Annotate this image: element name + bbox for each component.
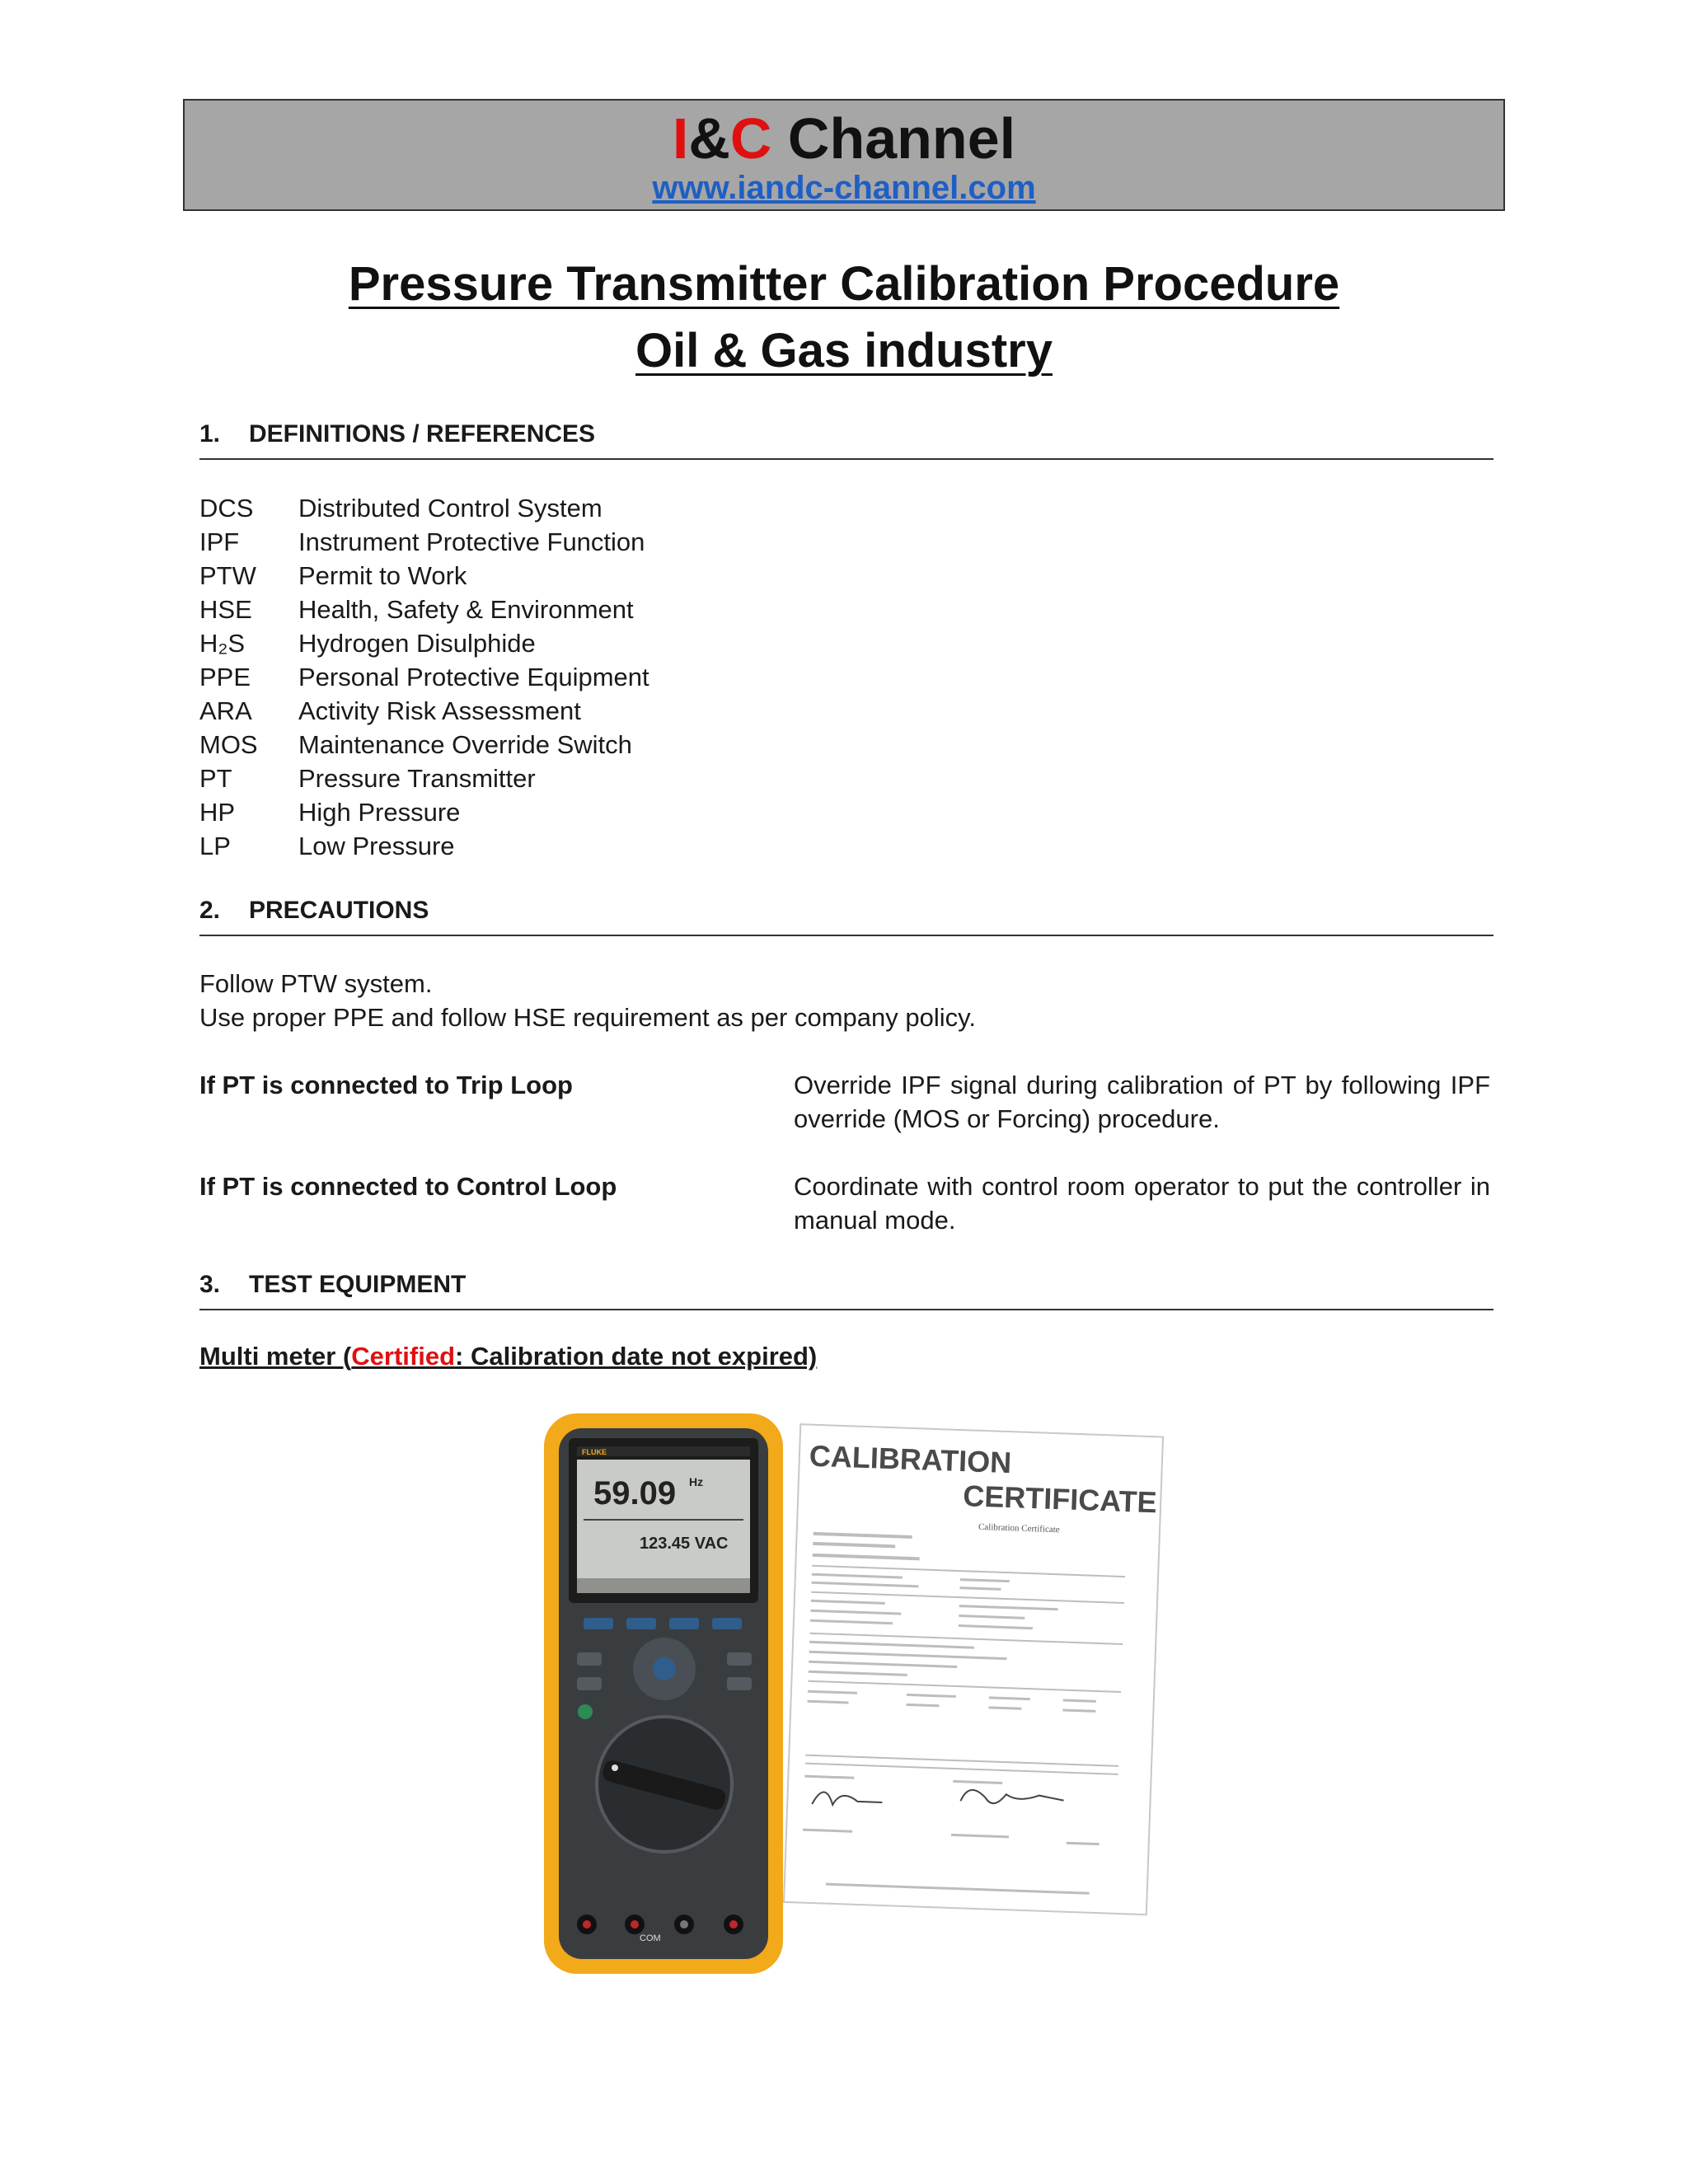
section-title: PRECAUTIONS: [249, 897, 429, 924]
definition-text: Activity Risk Assessment: [298, 696, 581, 725]
definition-abbr: IPF: [199, 527, 240, 556]
trip-loop-description: Override IPF signal during calibration of PT by following IPF override (MOS or Forcing) procedure.: [794, 1071, 1490, 1133]
certified-text: Certified: [351, 1342, 456, 1371]
brand-c: C: [729, 106, 772, 171]
multimeter-certificate-image: [445, 1405, 1187, 1982]
definition-abbr: LP: [199, 832, 231, 860]
meter-brand: FLUKE: [582, 1448, 607, 1456]
definition-abbr: ARA: [199, 696, 252, 725]
definition-text: Maintenance Override Switch: [298, 730, 632, 759]
definition-text: Pressure Transmitter: [298, 764, 536, 793]
brand-rest: Channel: [771, 106, 1016, 171]
website-link[interactable]: www.iandc-channel.com: [652, 170, 1036, 206]
brand-i: I: [672, 106, 689, 171]
cert-title-1: CALIBRATION: [809, 1438, 1012, 1480]
definition-text: Personal Protective Equipment: [298, 663, 649, 691]
definition-abbr: PTW: [199, 561, 256, 590]
multimeter: [544, 1413, 783, 1974]
control-loop-description: Coordinate with control room operator to put the controller in manual mode.: [794, 1172, 1490, 1235]
section-title: TEST EQUIPMENT: [249, 1271, 467, 1298]
definition-text: Health, Safety & Environment: [298, 595, 634, 624]
lcd-main-reading: 59.09: [593, 1475, 677, 1511]
precaution-line: Use proper PPE and follow HSE requirement as per company policy.: [199, 1003, 976, 1032]
calibration-certificate: [784, 1424, 1163, 1915]
definition-text: Hydrogen Disulphide: [298, 629, 536, 658]
trip-loop-label: If PT is connected to Trip Loop: [199, 1071, 573, 1099]
document-title-line1: Pressure Transmitter Calibration Procedure: [348, 257, 1340, 311]
section-number: 3.: [199, 1271, 221, 1298]
com-label: COM: [640, 1933, 661, 1943]
multimeter-requirement: [199, 1339, 817, 1373]
section-header-precautions: [199, 897, 1493, 936]
control-loop-label: If PT is connected to Control Loop: [199, 1172, 617, 1201]
definition-abbr: H₂S: [199, 629, 246, 658]
definition-text: Low Pressure: [298, 832, 455, 860]
lcd-sub-reading: 123.45 VAC: [640, 1535, 729, 1553]
equipment-prefix: Multi meter (: [199, 1342, 352, 1371]
brand-amp: &: [688, 106, 730, 171]
definition-abbr: HSE: [199, 595, 252, 624]
section-title: DEFINITIONS / REFERENCES: [249, 420, 596, 448]
definition-text: Permit to Work: [298, 561, 467, 590]
definition-abbr: DCS: [199, 494, 254, 523]
brand-name: [185, 105, 1503, 171]
definition-abbr: MOS: [199, 730, 258, 759]
precaution-line: Follow PTW system.: [199, 969, 433, 998]
definition-text: High Pressure: [298, 798, 461, 827]
definition-abbr: PPE: [199, 663, 251, 691]
definition-abbr: HP: [199, 798, 236, 827]
equipment-suffix: : Calibration date not expired): [455, 1342, 818, 1371]
section-number: 2.: [199, 897, 221, 924]
section-header-test-equipment: [199, 1271, 1493, 1310]
definition-abbr: PT: [199, 764, 232, 793]
section-header-definitions: [199, 420, 1493, 460]
header-banner: [183, 99, 1505, 211]
cert-heading: Calibration Certificate: [978, 1521, 1060, 1535]
cert-title-2: CERTIFICATE: [962, 1479, 1158, 1520]
lcd-main-unit: Hz: [689, 1475, 704, 1488]
definition-text: Instrument Protective Function: [298, 527, 645, 556]
definition-text: Distributed Control System: [298, 494, 603, 523]
power-button: [578, 1704, 593, 1719]
section-number: 1.: [199, 420, 221, 448]
document-title-line2: Oil & Gas industry: [635, 324, 1053, 377]
